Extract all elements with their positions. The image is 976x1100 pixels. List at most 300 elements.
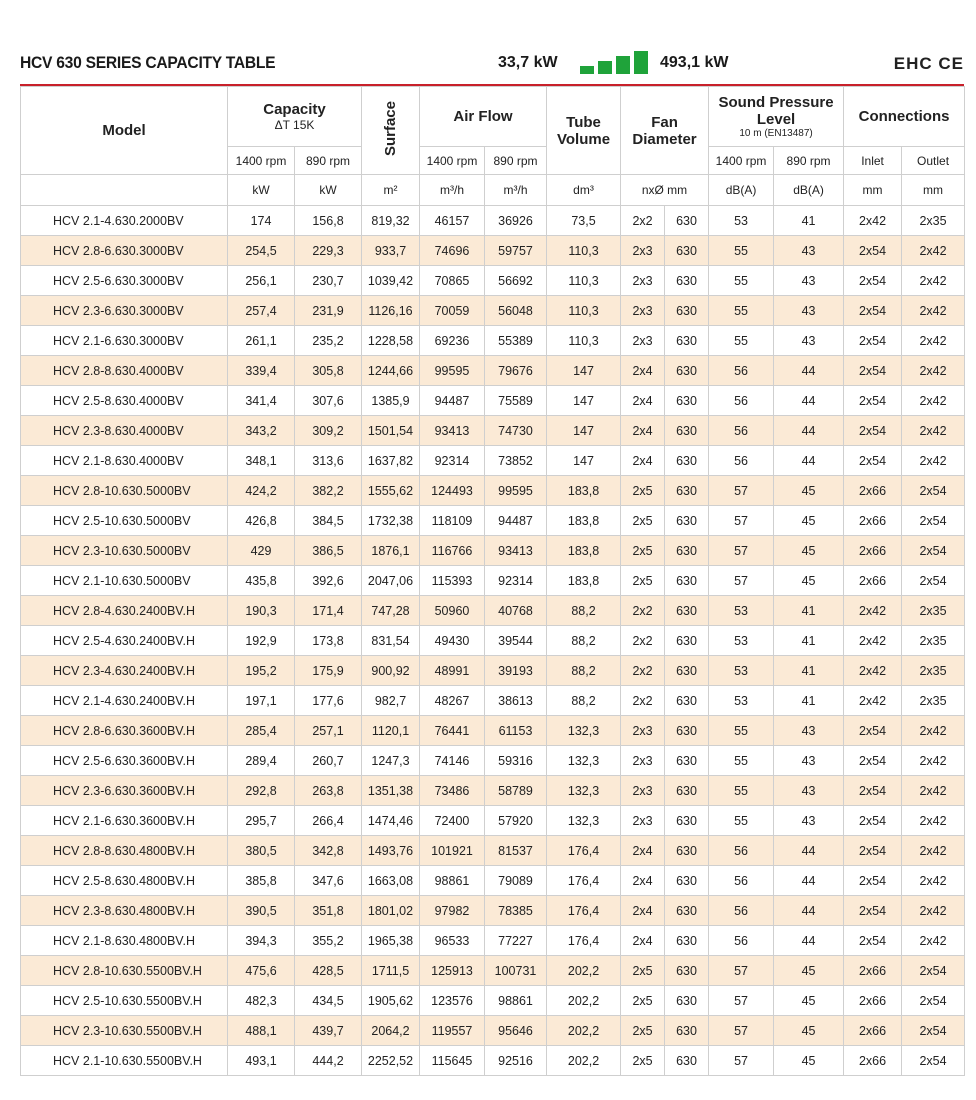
- table-cell: 2x35: [902, 656, 965, 686]
- table-cell: 156,8: [295, 206, 362, 236]
- table-cell: 307,6: [295, 386, 362, 416]
- table-row: [21, 836, 965, 866]
- table-cell: 2x4: [621, 896, 665, 926]
- table-cell: 110,3: [547, 236, 621, 266]
- table-cell: 92314: [485, 566, 547, 596]
- table-cell: 2x42: [902, 356, 965, 386]
- table-cell: 2x4: [621, 446, 665, 476]
- table-cell: 2x66: [844, 566, 902, 596]
- table-cell: 630: [665, 806, 709, 836]
- table-row: [21, 596, 965, 626]
- table-cell: 347,6: [295, 866, 362, 896]
- capacity-bar-1: [580, 66, 594, 74]
- capacity-table: [20, 86, 965, 1076]
- table-cell: 384,5: [295, 506, 362, 536]
- table-cell: 53: [709, 596, 774, 626]
- table-cell: 2x54: [844, 356, 902, 386]
- model-cell: HCV 2.1-6.630.3000BV: [21, 326, 228, 356]
- table-cell: 2x42: [902, 836, 965, 866]
- table-cell: 2x42: [902, 296, 965, 326]
- table-body: [21, 206, 965, 1076]
- table-cell: 88,2: [547, 686, 621, 716]
- table-cell: 88,2: [547, 596, 621, 626]
- table-cell: 231,9: [295, 296, 362, 326]
- table-cell: 76441: [420, 716, 485, 746]
- header-model: Model: [21, 87, 228, 175]
- table-cell: 192,9: [228, 626, 295, 656]
- table-row: [21, 266, 965, 296]
- model-cell: HCV 2.3-8.630.4000BV: [21, 416, 228, 446]
- table-cell: 2x2: [621, 596, 665, 626]
- table-cell: 292,8: [228, 776, 295, 806]
- table-cell: 78385: [485, 896, 547, 926]
- table-cell: 110,3: [547, 266, 621, 296]
- header-capacity: Capacity ΔT 15K: [228, 87, 362, 147]
- table-cell: 88,2: [547, 626, 621, 656]
- table-cell: 2x3: [621, 266, 665, 296]
- table-cell: 235,2: [295, 326, 362, 356]
- table-cell: 1711,5: [362, 956, 420, 986]
- table-cell: 630: [665, 296, 709, 326]
- table-cell: 2x42: [902, 326, 965, 356]
- table-cell: 44: [774, 416, 844, 446]
- table-cell: 2x5: [621, 536, 665, 566]
- model-cell: HCV 2.3-6.630.3600BV.H: [21, 776, 228, 806]
- table-cell: 2x54: [844, 266, 902, 296]
- table-cell: 45: [774, 476, 844, 506]
- table-row: [21, 566, 965, 596]
- table-cell: 900,92: [362, 656, 420, 686]
- table-row: [21, 536, 965, 566]
- table-cell: 43: [774, 806, 844, 836]
- table-cell: 2x35: [902, 596, 965, 626]
- table-row: [21, 476, 965, 506]
- table-cell: 2x66: [844, 506, 902, 536]
- table-cell: 2x4: [621, 356, 665, 386]
- table-cell: 59757: [485, 236, 547, 266]
- page-title: HCV 630 SERIES CAPACITY TABLE: [20, 53, 276, 72]
- table-cell: 2x35: [902, 626, 965, 656]
- table-cell: 44: [774, 896, 844, 926]
- table-cell: 115645: [420, 1046, 485, 1076]
- model-cell: HCV 2.5-8.630.4800BV.H: [21, 866, 228, 896]
- table-cell: 630: [665, 236, 709, 266]
- table-cell: 53: [709, 206, 774, 236]
- capacity-bar-3: [616, 56, 630, 74]
- table-cell: 2x35: [902, 686, 965, 716]
- table-cell: 58789: [485, 776, 547, 806]
- table-cell: 343,2: [228, 416, 295, 446]
- table-cell: 2x35: [902, 206, 965, 236]
- model-cell: HCV 2.1-8.630.4800BV.H: [21, 926, 228, 956]
- table-cell: 2x5: [621, 956, 665, 986]
- table-cell: 380,5: [228, 836, 295, 866]
- table-cell: 747,28: [362, 596, 420, 626]
- table-cell: 202,2: [547, 1046, 621, 1076]
- table-cell: 435,8: [228, 566, 295, 596]
- header-air-flow: Air Flow: [420, 87, 547, 147]
- table-cell: 933,7: [362, 236, 420, 266]
- table-cell: 56: [709, 446, 774, 476]
- table-cell: 2x54: [902, 1046, 965, 1076]
- table-cell: 2x42: [902, 926, 965, 956]
- table-cell: 99595: [485, 476, 547, 506]
- table-cell: 2x54: [844, 866, 902, 896]
- table-cell: 147: [547, 386, 621, 416]
- table-cell: 2x54: [844, 776, 902, 806]
- header-surface: Surface: [362, 87, 420, 175]
- table-cell: 43: [774, 716, 844, 746]
- table-cell: 41: [774, 626, 844, 656]
- table-cell: 69236: [420, 326, 485, 356]
- table-cell: 2x66: [844, 1046, 902, 1076]
- table-cell: 339,4: [228, 356, 295, 386]
- table-cell: 123576: [420, 986, 485, 1016]
- table-cell: 1244,66: [362, 356, 420, 386]
- table-cell: 132,3: [547, 806, 621, 836]
- table-cell: 475,6: [228, 956, 295, 986]
- table-cell: 48991: [420, 656, 485, 686]
- table-cell: 41: [774, 656, 844, 686]
- table-row: [21, 1046, 965, 1076]
- header-cap-890: 890 rpm: [295, 147, 362, 175]
- table-cell: 439,7: [295, 1016, 362, 1046]
- table-cell: 175,9: [295, 656, 362, 686]
- table-cell: 2x3: [621, 296, 665, 326]
- certification-marks: EHC CE: [893, 54, 964, 73]
- table-cell: 43: [774, 266, 844, 296]
- table-cell: 176,4: [547, 836, 621, 866]
- table-cell: 1637,82: [362, 446, 420, 476]
- table-cell: 2x42: [902, 896, 965, 926]
- table-cell: 55: [709, 776, 774, 806]
- header-inlet: Inlet: [844, 147, 902, 175]
- table-cell: 348,1: [228, 446, 295, 476]
- table-cell: 2x54: [844, 836, 902, 866]
- table-cell: 630: [665, 776, 709, 806]
- unit-cell: nxØ mm: [621, 175, 709, 206]
- table-cell: 50960: [420, 596, 485, 626]
- table-cell: 630: [665, 716, 709, 746]
- table-cell: 45: [774, 536, 844, 566]
- model-cell: HCV 2.3-10.630.5500BV.H: [21, 1016, 228, 1046]
- unit-cell: dB(A): [774, 175, 844, 206]
- table-cell: 2x2: [621, 686, 665, 716]
- table-cell: 43: [774, 326, 844, 356]
- table-cell: 110,3: [547, 326, 621, 356]
- table-cell: 429: [228, 536, 295, 566]
- table-cell: 630: [665, 896, 709, 926]
- table-cell: 1228,58: [362, 326, 420, 356]
- table-cell: 44: [774, 926, 844, 956]
- table-cell: 98861: [420, 866, 485, 896]
- table-cell: 1905,62: [362, 986, 420, 1016]
- table-cell: 2x66: [844, 476, 902, 506]
- capacity-max: 493,1 kW: [660, 54, 729, 71]
- table-cell: 2x54: [902, 506, 965, 536]
- table-cell: 43: [774, 296, 844, 326]
- table-cell: 147: [547, 416, 621, 446]
- model-cell: HCV 2.8-8.630.4000BV: [21, 356, 228, 386]
- model-cell: HCV 2.1-10.630.5000BV: [21, 566, 228, 596]
- table-row: [21, 236, 965, 266]
- table-cell: 2x54: [844, 296, 902, 326]
- table-cell: 289,4: [228, 746, 295, 776]
- table-cell: 55: [709, 266, 774, 296]
- table-cell: 173,8: [295, 626, 362, 656]
- table-cell: 183,8: [547, 536, 621, 566]
- table-cell: 229,3: [295, 236, 362, 266]
- table-cell: 79676: [485, 356, 547, 386]
- capacity-bar-4: [634, 51, 648, 74]
- table-cell: 176,4: [547, 926, 621, 956]
- table-cell: 482,3: [228, 986, 295, 1016]
- capacity-bars-icon: [580, 50, 650, 76]
- unit-cell: m³/h: [485, 175, 547, 206]
- table-cell: 125913: [420, 956, 485, 986]
- table-cell: 2x66: [844, 1016, 902, 1046]
- table-cell: 309,2: [295, 416, 362, 446]
- table-cell: 174: [228, 206, 295, 236]
- table-cell: 2047,06: [362, 566, 420, 596]
- table-cell: 2x2: [621, 626, 665, 656]
- table-cell: 2x3: [621, 716, 665, 746]
- table-cell: 2x42: [844, 656, 902, 686]
- table-cell: 95646: [485, 1016, 547, 1046]
- table-cell: 1493,76: [362, 836, 420, 866]
- table-cell: 55: [709, 716, 774, 746]
- model-cell: HCV 2.5-6.630.3000BV: [21, 266, 228, 296]
- table-cell: 176,4: [547, 866, 621, 896]
- table-row: [21, 746, 965, 776]
- model-cell: HCV 2.1-8.630.4000BV: [21, 446, 228, 476]
- table-row: [21, 926, 965, 956]
- table-cell: 116766: [420, 536, 485, 566]
- table-cell: 43: [774, 776, 844, 806]
- table-row: [21, 716, 965, 746]
- table-cell: 2x3: [621, 776, 665, 806]
- table-cell: 93413: [485, 536, 547, 566]
- table-cell: 93413: [420, 416, 485, 446]
- table-cell: 630: [665, 326, 709, 356]
- table-cell: 72400: [420, 806, 485, 836]
- table-cell: 285,4: [228, 716, 295, 746]
- table-cell: 2x54: [902, 476, 965, 506]
- table-cell: 171,4: [295, 596, 362, 626]
- table-cell: 2x3: [621, 806, 665, 836]
- table-row: [21, 866, 965, 896]
- table-cell: 2x54: [902, 986, 965, 1016]
- table-cell: 630: [665, 956, 709, 986]
- table-cell: 1876,1: [362, 536, 420, 566]
- table-cell: 257,1: [295, 716, 362, 746]
- table-cell: 982,7: [362, 686, 420, 716]
- table-cell: 45: [774, 1016, 844, 1046]
- table-cell: 57: [709, 1046, 774, 1076]
- table-cell: 630: [665, 746, 709, 776]
- table-cell: 342,8: [295, 836, 362, 866]
- table-cell: 256,1: [228, 266, 295, 296]
- table-cell: 263,8: [295, 776, 362, 806]
- table-cell: 2x42: [902, 806, 965, 836]
- table-cell: 2x54: [844, 716, 902, 746]
- table-cell: 2x42: [902, 446, 965, 476]
- table-cell: 390,5: [228, 896, 295, 926]
- table-cell: 2x5: [621, 476, 665, 506]
- table-cell: 70059: [420, 296, 485, 326]
- table-cell: 630: [665, 386, 709, 416]
- table-cell: 2x3: [621, 236, 665, 266]
- table-cell: 1385,9: [362, 386, 420, 416]
- table-cell: 39193: [485, 656, 547, 686]
- table-row: [21, 656, 965, 686]
- table-cell: 41: [774, 596, 844, 626]
- table-cell: 61153: [485, 716, 547, 746]
- table-cell: 92314: [420, 446, 485, 476]
- table-cell: 44: [774, 446, 844, 476]
- table-cell: 57: [709, 476, 774, 506]
- unit-cell: m²: [362, 175, 420, 206]
- title-bar: [20, 50, 964, 82]
- model-cell: HCV 2.5-8.630.4000BV: [21, 386, 228, 416]
- table-cell: 1801,02: [362, 896, 420, 926]
- table-cell: 2x54: [844, 926, 902, 956]
- table-cell: 2x66: [844, 956, 902, 986]
- table-cell: 56692: [485, 266, 547, 296]
- table-cell: 183,8: [547, 506, 621, 536]
- table-cell: 1351,38: [362, 776, 420, 806]
- table-cell: 202,2: [547, 956, 621, 986]
- table-cell: 261,1: [228, 326, 295, 356]
- table-cell: 382,2: [295, 476, 362, 506]
- table-cell: 2x42: [902, 716, 965, 746]
- table-cell: 55: [709, 326, 774, 356]
- table-row: [21, 956, 965, 986]
- table-cell: 57: [709, 506, 774, 536]
- table-cell: 2x3: [621, 746, 665, 776]
- model-cell: HCV 2.8-6.630.3600BV.H: [21, 716, 228, 746]
- header-air-890: 890 rpm: [485, 147, 547, 175]
- table-cell: 2x54: [844, 806, 902, 836]
- table-cell: 45: [774, 1046, 844, 1076]
- header-snd-1400: 1400 rpm: [709, 147, 774, 175]
- model-cell: HCV 2.3-8.630.4800BV.H: [21, 896, 228, 926]
- table-row: [21, 386, 965, 416]
- table-cell: 2064,2: [362, 1016, 420, 1046]
- table-cell: 73,5: [547, 206, 621, 236]
- table-cell: 55: [709, 296, 774, 326]
- header-connections: Connections: [844, 87, 965, 147]
- table-cell: 2x4: [621, 836, 665, 866]
- table-cell: 2x54: [902, 536, 965, 566]
- table-row: [21, 986, 965, 1016]
- table-cell: 77227: [485, 926, 547, 956]
- table-cell: 392,6: [295, 566, 362, 596]
- table-row: [21, 776, 965, 806]
- unit-cell: kW: [295, 175, 362, 206]
- table-cell: 45: [774, 566, 844, 596]
- table-cell: 2x54: [902, 566, 965, 596]
- table-cell: 57: [709, 986, 774, 1016]
- table-cell: 97982: [420, 896, 485, 926]
- table-cell: 59316: [485, 746, 547, 776]
- table-cell: 2x4: [621, 926, 665, 956]
- table-cell: 115393: [420, 566, 485, 596]
- model-cell: HCV 2.1-6.630.3600BV.H: [21, 806, 228, 836]
- table-cell: 56: [709, 836, 774, 866]
- table-cell: 1965,38: [362, 926, 420, 956]
- table-cell: 44: [774, 866, 844, 896]
- table-cell: 493,1: [228, 1046, 295, 1076]
- unit-cell: mm: [844, 175, 902, 206]
- table-cell: 79089: [485, 866, 547, 896]
- unit-cell: kW: [228, 175, 295, 206]
- table-cell: 132,3: [547, 746, 621, 776]
- table-cell: 1663,08: [362, 866, 420, 896]
- table-cell: 55: [709, 236, 774, 266]
- table-cell: 202,2: [547, 986, 621, 1016]
- table-cell: 43: [774, 236, 844, 266]
- table-cell: 40768: [485, 596, 547, 626]
- table-cell: 2x42: [902, 776, 965, 806]
- table-cell: 630: [665, 536, 709, 566]
- table-cell: 190,3: [228, 596, 295, 626]
- table-cell: 630: [665, 506, 709, 536]
- table-cell: 98861: [485, 986, 547, 1016]
- table-cell: 2x54: [844, 746, 902, 776]
- table-cell: 2x42: [844, 626, 902, 656]
- model-cell: HCV 2.8-10.630.5500BV.H: [21, 956, 228, 986]
- table-cell: 2x5: [621, 1046, 665, 1076]
- table-cell: 74146: [420, 746, 485, 776]
- model-cell: HCV 2.3-10.630.5000BV: [21, 536, 228, 566]
- table-cell: 56: [709, 896, 774, 926]
- header-fan-diameter: Fan Diameter: [621, 87, 709, 175]
- table-cell: 49430: [420, 626, 485, 656]
- table-cell: 630: [665, 686, 709, 716]
- table-cell: 44: [774, 356, 844, 386]
- header-sound-pressure: Sound Pressure Level 10 m (EN13487): [709, 87, 844, 147]
- table-cell: 99595: [420, 356, 485, 386]
- table-cell: 44: [774, 386, 844, 416]
- table-cell: 831,54: [362, 626, 420, 656]
- table-cell: 94487: [485, 506, 547, 536]
- table-cell: 630: [665, 566, 709, 596]
- capacity-min: 33,7 kW: [498, 54, 558, 71]
- table-row: [21, 896, 965, 926]
- header-tube-volume: Tube Volume: [547, 87, 621, 175]
- table-cell: 2x5: [621, 506, 665, 536]
- table-cell: 385,8: [228, 866, 295, 896]
- table-cell: 38613: [485, 686, 547, 716]
- table-cell: 100731: [485, 956, 547, 986]
- table-cell: 41: [774, 206, 844, 236]
- table-cell: 630: [665, 596, 709, 626]
- table-row: [21, 296, 965, 326]
- table-cell: 630: [665, 656, 709, 686]
- table-cell: 2x42: [902, 266, 965, 296]
- table-cell: 2x54: [902, 1016, 965, 1046]
- table-cell: 2x2: [621, 206, 665, 236]
- table-cell: 630: [665, 1046, 709, 1076]
- table-cell: 57: [709, 956, 774, 986]
- table-cell: 424,2: [228, 476, 295, 506]
- table-cell: 43: [774, 746, 844, 776]
- table-cell: 101921: [420, 836, 485, 866]
- table-cell: 630: [665, 206, 709, 236]
- table-row: [21, 206, 965, 236]
- unit-cell: mm: [902, 175, 965, 206]
